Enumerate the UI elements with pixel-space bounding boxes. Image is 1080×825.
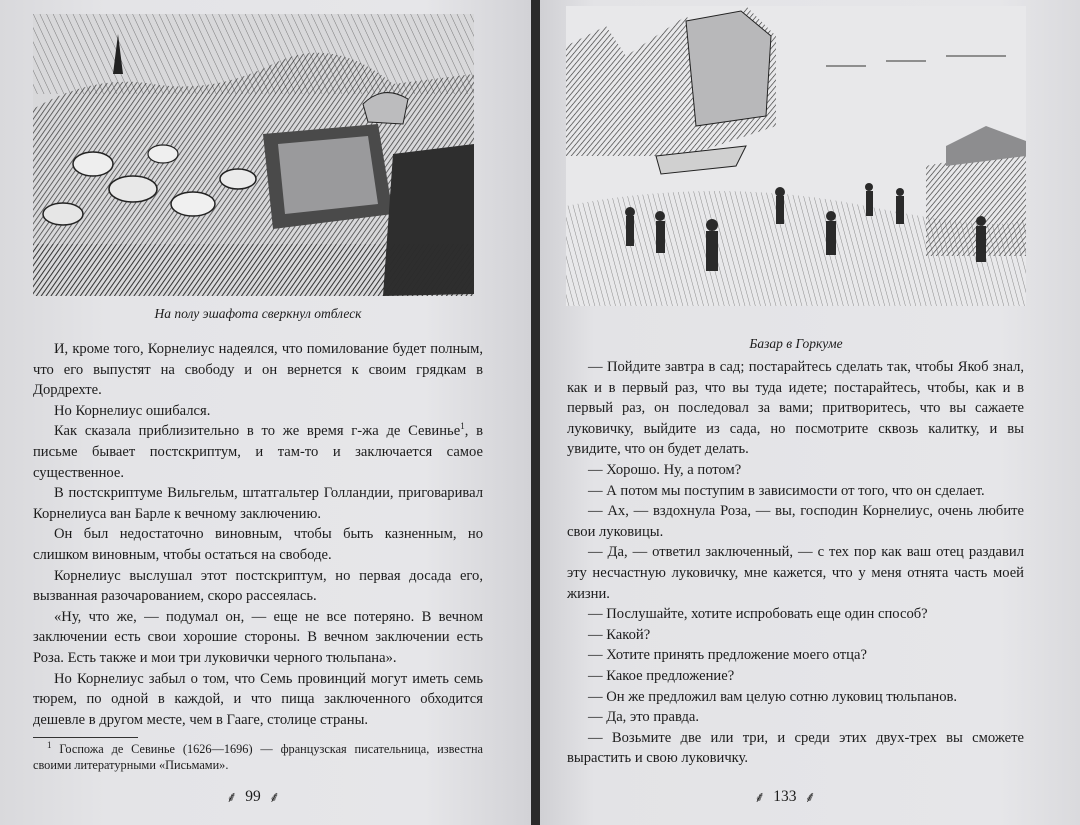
footnote-reference[interactable]: 1 [460,421,465,432]
book-gutter [531,0,540,825]
illustration-caption: На полу эшафота сверкнул отблеск [154,306,362,321]
body-text [33,339,483,730]
paragraph: И, кроме того, Корнелиус надеялся, что помилование будет полным, что его выпустят на свободу и он вернется к своим грядкам в Дордрехте. [33,341,483,399]
market-scene-illustration [566,6,1026,306]
page-number: 99 [245,788,261,805]
footnote-mark: 1 [47,739,52,750]
paragraph: — Хорошо. Ну, а потом? [588,461,742,478]
paragraph: Но Корнелиус ошибался. [54,402,211,419]
paragraph: В постскриптуме Вильгельм, штатгальтер Голландии, приговаривал Корнелиуса ван Барле к вечному заключению. [33,485,483,522]
ornament-left-icon: ⸙ [226,790,238,806]
paragraph: Он был недостаточно виновным, чтобы быть казненным, но слишком виновным, чтобы остаться на свободе. [33,526,483,563]
paragraph: «Ну, что же, — подумал он, — еще не все потеряно. В вечном заключении есть свои хорошие стороны. В вечном заключении есть Роза. Есть также и мои три луковички черного тюльпана». [33,608,483,666]
paragraph: — Какое предложение? [588,667,735,684]
illustration-caption: Базар в Горкуме [749,336,843,351]
scaffold-crowd-illustration [33,14,474,296]
paragraph: — Послушайте, хотите испробовать еще один способ? [588,606,928,623]
paragraph-text: Как сказала приблизительно в то же время г-жа де Севинье [54,423,461,440]
paragraph [33,421,483,483]
paragraph: — Возьмите две или три, и среди этих двух-трех вы сможете вырастить и свою луковичку. [567,729,1024,767]
paragraph: — Он же предложил вам целую сотню луковиц тюльпанов. [588,688,958,705]
footnote-rule [33,737,138,738]
paragraph: — Хотите принять предложение моего отца? [588,647,867,664]
paragraph: — Ах, — вздохнула Роза, — вы, господин Корнелиус, очень любите свои луковицы. [567,503,1024,540]
left-page [0,0,531,825]
paragraph: — Да, это правда. [588,709,700,726]
paragraph: — Какой? [588,626,651,643]
page-number-footer [754,787,816,807]
paragraph-text: , в письме бывает постскриптум, и там-то и заключается самое существенное. [33,423,483,481]
page-number-footer [226,787,280,807]
paragraph: — Пойдите завтра в сад; постарайтесь сделать так, чтобы Якоб знал, как и в первый раз, что вы туда идете; постарайтесь, чтобы, как и в первый раз, он последовал за вами; притворитесь, что вы сажаете луковичку, выйдите из сада, но посмотрите сквозь калитку, и вы увидите, что он будет делать. [567,359,1024,458]
footnote-text: Госпожа де Севинье (1626—1696) — французская писательница, известна своими литературными «Письмами». [33,742,483,772]
paragraph: — Да, — ответил заключенный, — с тех пор как ваш отец раздавил эту несчастную луковичку, мне кажется, что у меня отнята часть моей жизни. [567,544,1024,602]
ornament-right-icon: ⸙ [804,790,816,806]
paragraph: Корнелиус выслушал этот постскриптум, но первая досада его, вызванная разочарованием, скоро рассеялась. [33,567,483,605]
paragraph: Но Корнелиус забыл о том, что Семь провинций могут иметь семь тюрем, по одной в каждой, и что пища заключенного обходится дешевле в другом месте, чем в Гааге, столице страны. [33,670,483,728]
ornament-left-icon: ⸙ [754,790,766,806]
right-page [540,0,1080,825]
body-text [567,357,1024,769]
ornament-right-icon: ⸙ [268,790,281,806]
paragraph: — А потом мы поступим в зависимости от того, что он сделает. [588,482,985,499]
footnote [33,741,483,773]
page-number: 133 [773,788,797,805]
